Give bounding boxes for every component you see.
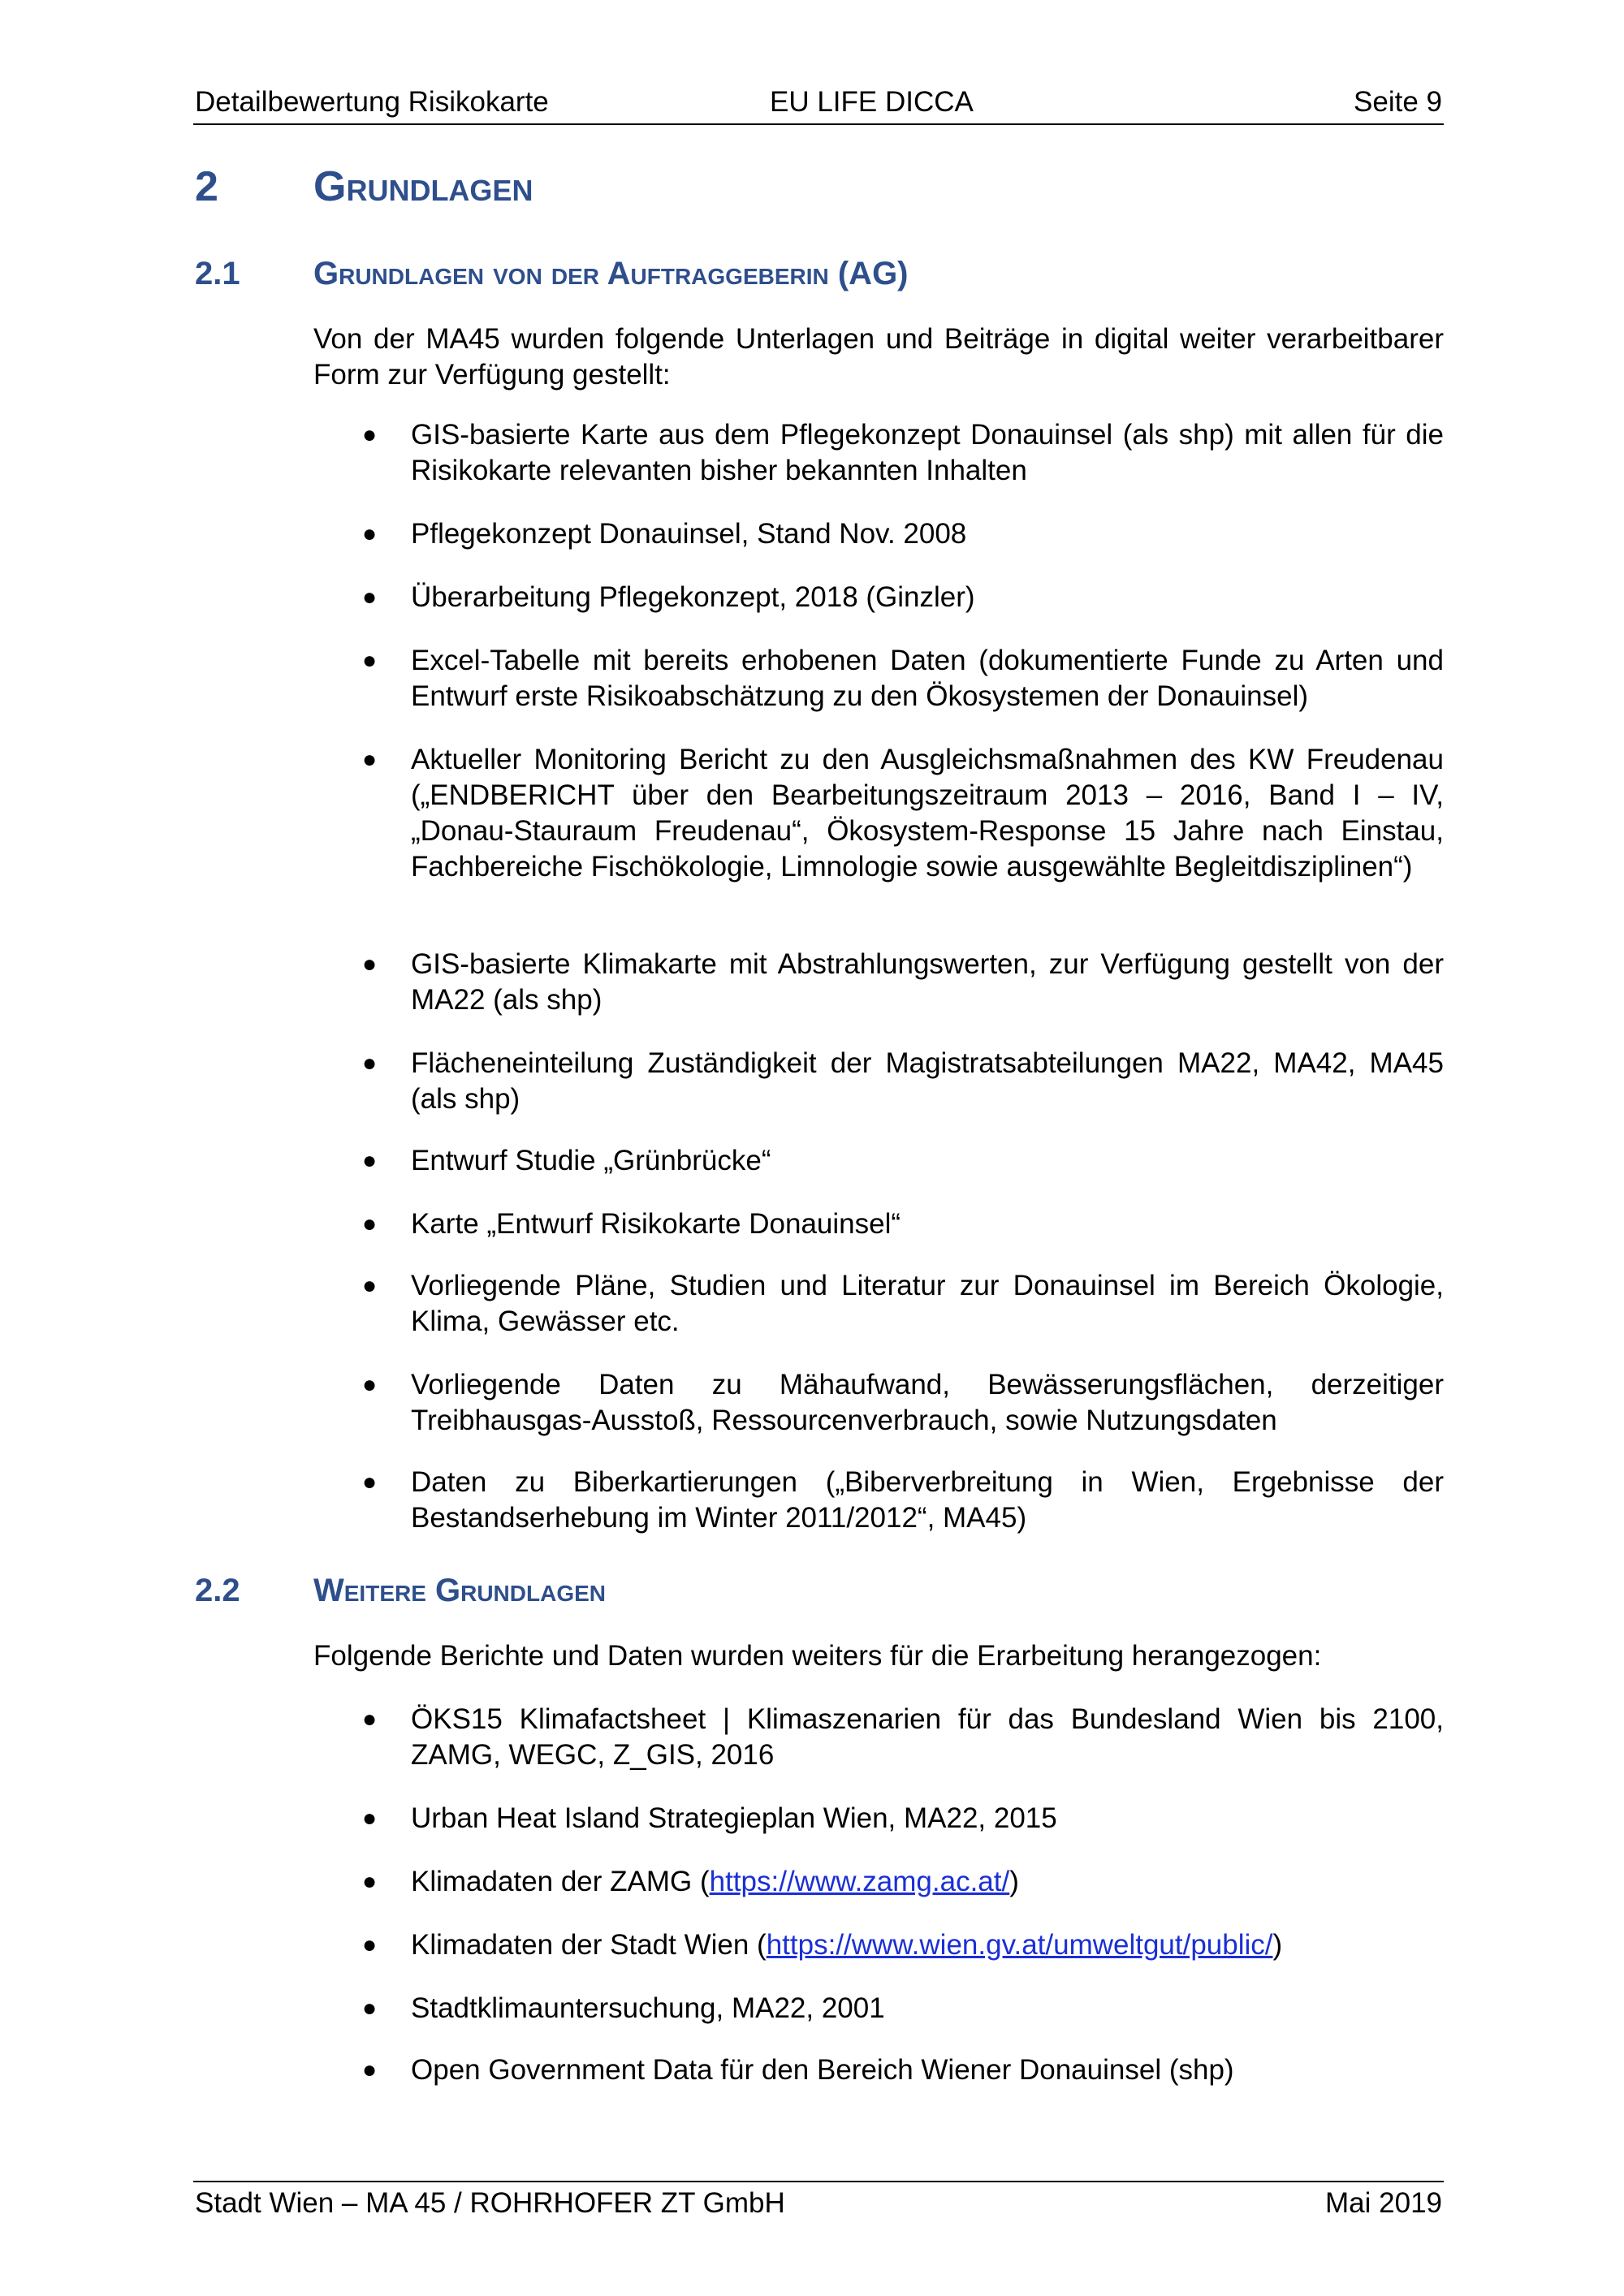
section-2-2-title: Weitere Grundlagen (313, 1573, 606, 1608)
list-item: ● Open Government Data für den Bereich Wiener Donauinsel (shp) (313, 2052, 1444, 2088)
header-document-title: Detailbewertung Risikokarte (195, 86, 549, 118)
section-2-1-intro: Von der MA45 wurden folgende Unterlagen und Beiträge in digital weiter verarbeitbarer Form zur Verfügung gestellt: (313, 323, 1444, 391)
bullet-icon: ● (362, 1469, 378, 1495)
page-footer (193, 2181, 1444, 2223)
list-item: ● Daten zu Biberkartierungen („Biberverbreitung in Wien, Ergebnisse der Bestandserhebung im Winter 2011/2012“, MA45) (362, 1466, 1444, 1534)
list-item: ● Pflegekonzept Donauinsel, Stand Nov. 2008 (313, 516, 1444, 552)
list-item: ● GIS-basierte Klimakarte mit Abstrahlungswerten, zur Verfügung gestellt von der MA22 (als shp) (362, 948, 1444, 1016)
bullet-icon: ● (362, 1211, 378, 1237)
list-item: ● Flächeneinteilung Zuständigkeit der Magistratsabteilungen MA22, MA42, MA45 (als shp) (362, 1047, 1444, 1115)
list-item: ● Aktueller Monitoring Bericht zu den Ausgleichsmaßnahmen des KW Freudenau („ENDBERICHT über den Bearbeitungszeitraum 2013 – 2016, Band I – IV, „Donau-Stauraum Freudenau“, Ökosystem-Response 15 Jahre nach Einstau, Fachbereiche Fischökologie, Limnologie sowie ausgewählte Begleitdisziplinen“) (362, 744, 1444, 883)
zamg-link[interactable]: https://www.zamg.ac.at/ (709, 1866, 1010, 1897)
bullet-icon: ● (362, 1706, 378, 1733)
section-2-2-number: 2.2 (195, 1573, 240, 1608)
bullet-icon: ● (362, 1931, 378, 1958)
bullet-icon: ● (362, 1805, 378, 1832)
list-item: ● Karte „Entwurf Risikokarte Donauinsel“ (313, 1206, 1444, 1242)
bullet-icon: ● (362, 1050, 378, 1077)
bullet-icon: ● (362, 647, 378, 674)
bullet-icon: ● (362, 1868, 378, 1895)
wien-link[interactable]: https://www.wien.gv.at/umweltgut/public/ (766, 1929, 1273, 1961)
list-item: ● Excel-Tabelle mit bereits erhobenen Daten (dokumentierte Funde zu Arten und Entwurf erste Risikoabschätzung zu den Ökosystemen der Donauinsel) (362, 645, 1444, 712)
section-2-title: Grundlagen (313, 163, 533, 210)
section-2-1-title: Grundlagen von der Auftraggeberin (AG) (313, 256, 909, 291)
list-item: ● Entwurf Studie „Grünbrücke“ (313, 1143, 1444, 1179)
list-item: ● Klimadaten der Stadt Wien (https://www.wien.gv.at/umweltgut/public/) (313, 1927, 1444, 1963)
bullet-icon: ● (362, 1272, 378, 1299)
bullet-icon: ● (362, 2056, 378, 2083)
list-item: ● Vorliegende Pläne, Studien und Literatur zur Donauinsel im Bereich Ökologie, Klima, Gewässer etc. (362, 1270, 1444, 1337)
list-item: ● Klimadaten der ZAMG (https://www.zamg.ac.at/) (313, 1864, 1444, 1900)
bullet-icon: ● (362, 746, 378, 773)
bullet-icon: ● (362, 520, 378, 547)
bullet-icon: ● (362, 1371, 378, 1398)
footer-authors: Stadt Wien – MA 45 / ROHRHOFER ZT GmbH (195, 2187, 785, 2219)
list-item: ● Urban Heat Island Strategieplan Wien, MA22, 2015 (313, 1801, 1444, 1836)
header-page-number: Seite 9 (1354, 86, 1442, 118)
section-2-2-intro: Folgende Berichte und Daten wurden weiters für die Erarbeitung herangezogen: (313, 1640, 1322, 1672)
header-project-name: EU LIFE DICCA (770, 86, 974, 118)
page-header (193, 86, 1444, 125)
bullet-icon: ● (362, 584, 378, 611)
bullet-icon: ● (362, 1147, 378, 1174)
list-item: ● ÖKS15 Klimafactsheet | Klimaszenarien für das Bundesland Wien bis 2100, ZAMG, WEGC, Z_GIS, 2016 (362, 1703, 1444, 1771)
list-item: ● Vorliegende Daten zu Mähaufwand, Bewässerungsflächen, derzeitiger Treibhausgas-Ausstoß, Ressourcenverbrauch, sowie Nutzungsdaten (362, 1369, 1444, 1436)
section-2-1-number: 2.1 (195, 256, 240, 291)
list-item: ● GIS-basierte Karte aus dem Pflegekonzept Donauinsel (als shp) mit allen für die Risikokarte relevanten bisher bekannten Inhalten (362, 419, 1444, 486)
section-2-number: 2 (195, 163, 218, 210)
list-item: ● Überarbeitung Pflegekonzept, 2018 (Ginzler) (313, 580, 1444, 615)
list-item: ● Stadtklimauntersuchung, MA22, 2001 (313, 1991, 1444, 2026)
bullet-icon: ● (362, 951, 378, 978)
bullet-icon: ● (362, 421, 378, 448)
footer-date: Mai 2019 (1325, 2187, 1442, 2219)
bullet-icon: ● (362, 1995, 378, 2022)
